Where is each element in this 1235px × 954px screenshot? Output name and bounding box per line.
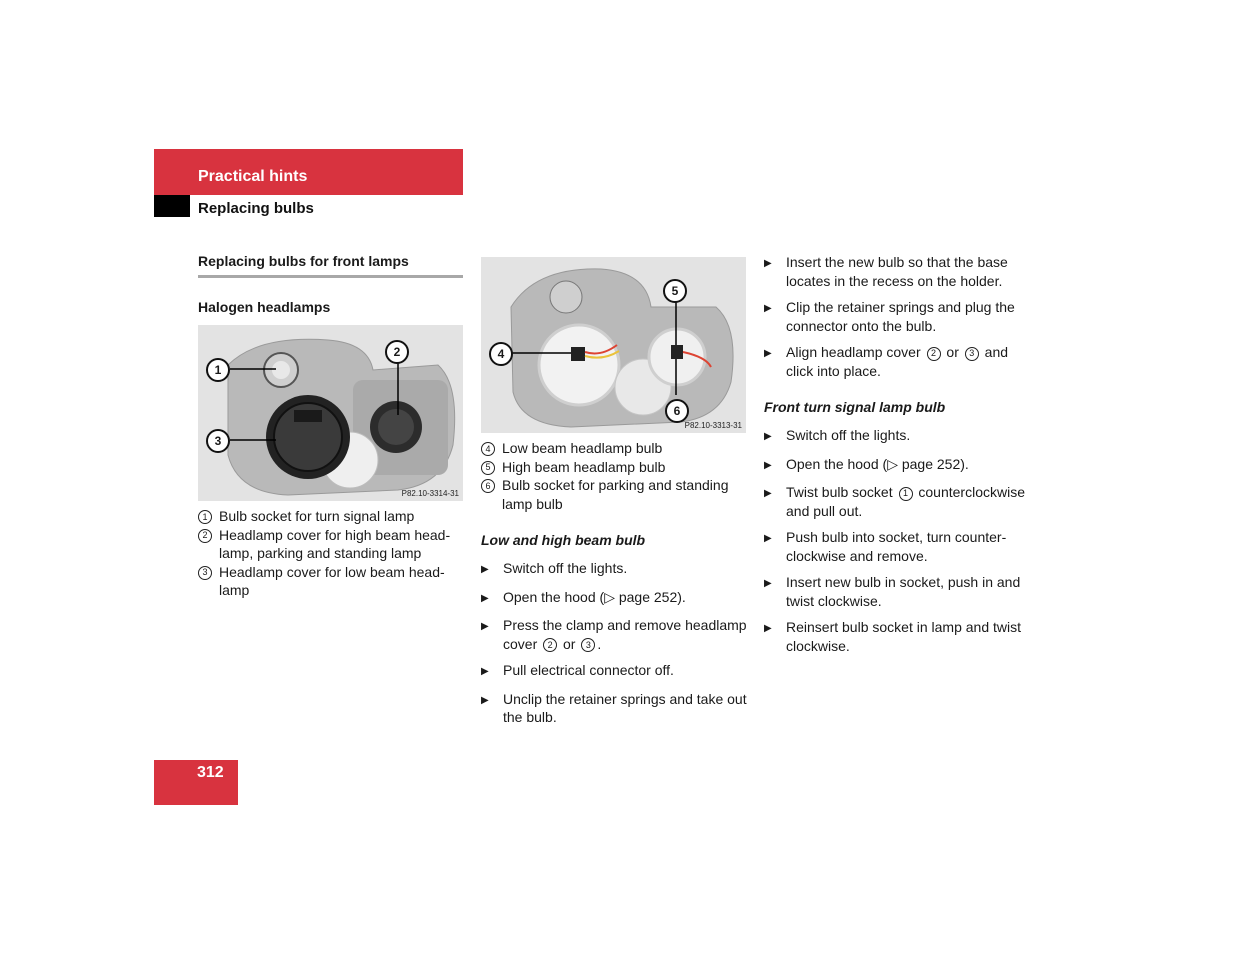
number-badge: 2	[198, 529, 212, 543]
section-title: Practical hints	[198, 168, 308, 185]
step-text: Open the hood (	[503, 588, 605, 605]
steps-low-high-beam	[481, 559, 749, 735]
legend-item	[481, 439, 746, 458]
page-heading: Replacing bulbs for front lamps	[198, 253, 463, 278]
number-badge: 3	[198, 566, 212, 580]
bullet-arrow-icon: ▶	[764, 488, 772, 499]
step-text: and click into place.	[786, 344, 1009, 379]
subsection-title: Replacing bulbs	[198, 200, 314, 217]
number-badge: 3	[965, 347, 979, 361]
step-text: .	[597, 635, 602, 652]
bullet-arrow-icon: ▶	[481, 592, 489, 604]
number-badge: 3	[581, 638, 595, 652]
bullet-arrow-icon: ▶	[481, 694, 489, 706]
page-number-band	[154, 760, 238, 805]
step-text: Unclip the retainer springs and take out the bulb.	[503, 690, 747, 725]
step-text: Align headlamp cover	[786, 344, 925, 360]
step-text: or	[942, 344, 963, 360]
callout-5: 5	[663, 279, 687, 303]
legend-text: Headlamp cover for low beam head-lamp	[219, 563, 445, 598]
step-text: Switch off the lights.	[503, 560, 628, 576]
halogen-heading: Halogen headlamps	[198, 299, 331, 315]
step-text: page 252).	[614, 588, 686, 605]
step-item	[764, 483, 1032, 520]
bullet-arrow-icon: ▶	[764, 459, 772, 471]
legend-item	[198, 507, 463, 526]
step-text: Insert new bulb in socket, push in and twist clockwise.	[786, 574, 1021, 609]
page-ref-icon: ▷	[604, 588, 615, 605]
bullet-arrow-icon: ▶	[764, 258, 772, 269]
step-text: Twist bulb socket	[786, 484, 897, 500]
number-badge: 2	[543, 638, 557, 652]
legend-text: Bulb socket for parking and standing lamp bulb	[502, 477, 729, 512]
legend-item	[481, 476, 746, 513]
bullet-arrow-icon: ▶	[764, 578, 772, 589]
bullet-arrow-icon: ▶	[764, 431, 772, 442]
step-item	[481, 588, 749, 609]
step-text: Reinsert bulb socket in lamp and twist clockwise.	[786, 619, 1021, 654]
number-badge: 2	[927, 347, 941, 361]
legend-text: Bulb socket for turn signal lamp	[219, 508, 415, 524]
step-text: page 252).	[897, 455, 969, 472]
step-text: Press the clamp and remove headlamp cover	[503, 617, 747, 652]
callout-1: 1	[206, 358, 230, 382]
step-item	[764, 455, 1032, 476]
step-text: Insert the new bulb so that the base locates in the recess on the holder.	[786, 254, 1008, 289]
step-text: Pull electrical connector off.	[503, 662, 674, 678]
bullet-arrow-icon: ▶	[764, 348, 772, 359]
bullet-arrow-icon: ▶	[481, 564, 489, 575]
step-item	[481, 559, 749, 580]
turn-signal-heading: Front turn signal lamp bulb	[764, 399, 946, 415]
step-item	[764, 343, 1032, 380]
bullet-arrow-icon: ▶	[764, 623, 772, 634]
bullet-arrow-icon: ▶	[764, 303, 772, 314]
bullet-arrow-icon: ▶	[764, 533, 772, 544]
legend-text: Low beam headlamp bulb	[502, 440, 663, 456]
bullet-arrow-icon: ▶	[481, 666, 489, 677]
step-text: or	[559, 635, 580, 652]
step-item	[764, 298, 1032, 335]
figure-code: P82.10-3314-31	[401, 489, 459, 498]
legend-1	[198, 507, 463, 600]
step-text: Open the hood (	[786, 455, 888, 472]
step-item	[764, 253, 1032, 290]
step-item	[764, 618, 1032, 655]
headlamp-open-illustration	[481, 257, 746, 433]
legend-item	[198, 526, 463, 563]
legend-item	[481, 458, 746, 477]
step-text: Switch off the lights.	[786, 427, 911, 443]
legend-2	[481, 439, 746, 513]
callout-3: 3	[206, 429, 230, 453]
legend-text: Headlamp cover for high beam head-lamp, parking and standing lamp	[219, 526, 451, 561]
step-text: Clip the retainer springs and plug the connector onto the bulb.	[786, 299, 1015, 334]
callout-6: 6	[665, 399, 689, 423]
legend-text: High beam headlamp bulb	[502, 458, 666, 475]
figure-code: P82.10-3313-31	[684, 421, 742, 430]
step-item	[764, 426, 1032, 447]
number-badge: 1	[899, 487, 913, 501]
headlamp-figure-2	[481, 257, 746, 433]
callout-2: 2	[385, 340, 409, 364]
number-badge: 5	[481, 461, 495, 475]
number-badge: 1	[198, 510, 212, 524]
headlamp-figure-1	[198, 325, 463, 501]
page-number: 312	[197, 764, 224, 781]
number-badge: 4	[481, 442, 495, 456]
step-item	[481, 661, 749, 682]
step-item	[481, 616, 749, 653]
step-item	[764, 528, 1032, 565]
step-text: counterclockwise and pull out.	[786, 484, 1025, 519]
callout-4: 4	[489, 342, 513, 366]
page-ref-icon: ▷	[887, 455, 898, 472]
legend-item	[198, 563, 463, 600]
headlamp-rear-illustration	[198, 325, 463, 501]
number-badge: 6	[481, 479, 495, 493]
step-item	[481, 690, 749, 727]
steps-turn-signal	[764, 426, 1032, 663]
low-high-beam-heading: Low and high beam bulb	[481, 532, 646, 548]
steps-reinstall	[764, 253, 1032, 388]
step-item	[764, 573, 1032, 610]
subsection-marker	[154, 195, 190, 217]
step-text: Push bulb into socket, turn counter-clockwise and remove.	[786, 529, 1007, 564]
bullet-arrow-icon: ▶	[481, 621, 489, 632]
